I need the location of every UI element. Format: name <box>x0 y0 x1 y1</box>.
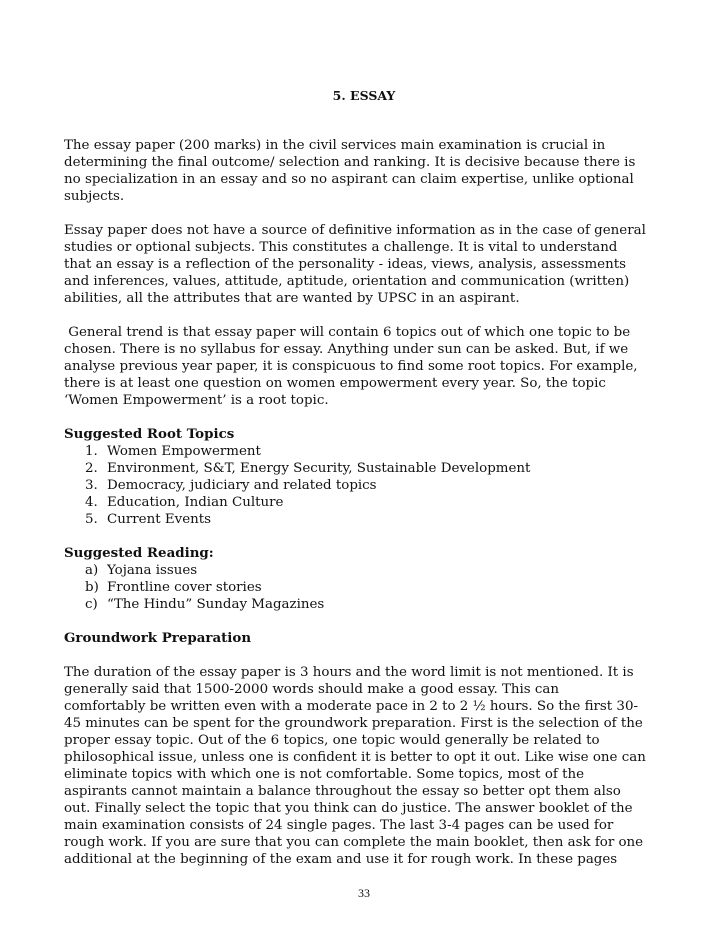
paragraph-line: abilities, all the attributes that are wanted by UPSC in an aspirant. <box>64 291 520 306</box>
paragraph-line: that an essay is a reflection of the personality - ideas, views, analysis, assessments <box>64 257 626 272</box>
list-item <box>64 579 668 596</box>
list-item <box>64 494 668 511</box>
paragraph-line: aspirants cannot maintain a balance throughout the essay so better opt them also <box>64 784 621 799</box>
list-item-text: Women Empowerment <box>107 444 261 459</box>
list-item <box>64 562 668 579</box>
page-number: 33 <box>358 886 370 900</box>
paragraph-line: Essay paper does not have a source of definitive information as in the case of general <box>64 223 646 238</box>
trend-paragraph <box>64 324 668 409</box>
paragraph-line: philosophical issue, unless one is confident it is better to opt it out. Like wise one can <box>64 750 646 765</box>
page-title: 5. ESSAY <box>332 88 396 103</box>
list-item <box>64 511 668 528</box>
paragraph-line: rough work. If you are sure that you can complete the main booklet, then ask for one <box>64 835 644 850</box>
list-item-text: Democracy, judiciary and related topics <box>107 478 377 493</box>
root-topics-heading: Suggested Root Topics <box>64 426 235 442</box>
list-item-text: Frontline cover stories <box>107 580 262 595</box>
paragraph-line: no specialization in an essay and so no aspirant can claim expertise, unlike optional <box>64 172 634 187</box>
list-item-text: Environment, S&T, Energy Security, Sustainable Development <box>107 461 531 476</box>
definition-paragraph <box>64 222 668 307</box>
paragraph-line: comfortably be written even with a moderate pace in 2 to 2 ½ hours. So the first 30- <box>64 699 638 714</box>
list-item <box>64 443 668 460</box>
list-marker: 1. <box>85 444 98 459</box>
groundwork-paragraph <box>64 664 668 868</box>
list-marker: 2. <box>85 461 98 476</box>
list-item-text: Yojana issues <box>107 563 198 578</box>
paragraph-line: there is at least one question on women empowerment every year. So, the topic <box>64 376 606 391</box>
paragraph-line: The duration of the essay paper is 3 hours and the word limit is not mentioned. It is <box>64 665 634 680</box>
paragraph-line: main examination consists of 24 single pages. The last 3-4 pages can be used for <box>64 818 614 833</box>
list-marker: 4. <box>85 495 98 510</box>
paragraph-line: chosen. There is no syllabus for essay. Anything under sun can be asked. But, if we <box>64 342 629 357</box>
groundwork-heading: Groundwork Preparation <box>64 630 252 646</box>
paragraph-line: generally said that 1500-2000 words should make a good essay. This can <box>64 682 560 697</box>
list-marker: a) <box>85 563 99 578</box>
paragraph-line: 45 minutes can be spent for the groundwork preparation. First is the selection of the <box>64 716 643 731</box>
paragraph-line: out. Finally select the topic that you think can do justice. The answer booklet of the <box>64 801 633 816</box>
reading-heading: Suggested Reading: <box>64 545 214 561</box>
list-item <box>64 460 668 477</box>
reading-list <box>64 562 668 613</box>
list-item <box>64 596 668 613</box>
paragraph-line: studies or optional subjects. This constitutes a challenge. It is vital to understand <box>64 240 618 255</box>
document-body <box>64 137 668 885</box>
paragraph-line: and inferences, values, attitude, aptitude, orientation and communication (written) <box>64 274 630 289</box>
paragraph-line: eliminate topics with which one is not comfortable. Some topics, most of the <box>64 767 585 782</box>
root-topics-list <box>64 443 668 528</box>
list-marker: b) <box>85 580 99 595</box>
paragraph-line: proper essay topic. Out of the 6 topics, one topic would generally be related to <box>64 733 600 748</box>
list-marker: 5. <box>85 512 98 527</box>
paragraph-line: subjects. <box>64 189 125 204</box>
paragraph-line: ‘Women Empowerment’ is a root topic. <box>64 393 329 408</box>
paragraph-line: General trend is that essay paper will contain 6 topics out of which one topic to be <box>64 325 631 340</box>
list-item <box>64 477 668 494</box>
paragraph-line: determining the final outcome/ selection and ranking. It is decisive because there is <box>64 155 636 170</box>
paragraph-line: additional at the beginning of the exam and use it for rough work. In these pages <box>64 852 618 867</box>
intro-paragraph <box>64 137 668 205</box>
list-marker: 3. <box>85 478 98 493</box>
paragraph-line: analyse previous year paper, it is conspicuous to find some root topics. For example, <box>64 359 638 374</box>
list-marker: c) <box>85 597 98 612</box>
list-item-text: Current Events <box>107 512 211 527</box>
list-item-text: Education, Indian Culture <box>107 495 284 510</box>
list-item-text: “The Hindu” Sunday Magazines <box>107 597 325 612</box>
paragraph-line: The essay paper (200 marks) in the civil services main examination is crucial in <box>64 138 606 153</box>
